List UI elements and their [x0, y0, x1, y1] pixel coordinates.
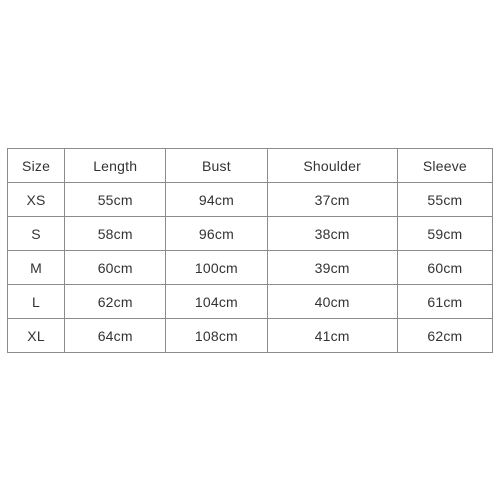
header-bust: Bust — [166, 149, 267, 183]
table-row — [8, 319, 493, 353]
cell-bust: 96cm — [166, 217, 267, 251]
cell-length: 64cm — [65, 319, 166, 353]
header-sleeve: Sleeve — [397, 149, 492, 183]
cell-length: 58cm — [65, 217, 166, 251]
header-size: Size — [8, 149, 65, 183]
cell-sleeve: 59cm — [397, 217, 492, 251]
cell-size: S — [8, 217, 65, 251]
cell-length: 60cm — [65, 251, 166, 285]
table-row — [8, 183, 493, 217]
size-chart-table — [7, 148, 493, 353]
cell-sleeve: 62cm — [397, 319, 492, 353]
cell-shoulder: 37cm — [267, 183, 397, 217]
cell-size: XS — [8, 183, 65, 217]
header-shoulder: Shoulder — [267, 149, 397, 183]
cell-bust: 108cm — [166, 319, 267, 353]
cell-sleeve: 61cm — [397, 285, 492, 319]
table-row — [8, 285, 493, 319]
cell-shoulder: 41cm — [267, 319, 397, 353]
cell-size: L — [8, 285, 65, 319]
cell-bust: 104cm — [166, 285, 267, 319]
cell-bust: 100cm — [166, 251, 267, 285]
cell-length: 62cm — [65, 285, 166, 319]
cell-size: M — [8, 251, 65, 285]
cell-sleeve: 55cm — [397, 183, 492, 217]
cell-shoulder: 39cm — [267, 251, 397, 285]
cell-sleeve: 60cm — [397, 251, 492, 285]
cell-length: 55cm — [65, 183, 166, 217]
header-length: Length — [65, 149, 166, 183]
table-row — [8, 251, 493, 285]
table-header-row — [8, 149, 493, 183]
table-row — [8, 217, 493, 251]
cell-size: XL — [8, 319, 65, 353]
cell-shoulder: 38cm — [267, 217, 397, 251]
cell-bust: 94cm — [166, 183, 267, 217]
cell-shoulder: 40cm — [267, 285, 397, 319]
